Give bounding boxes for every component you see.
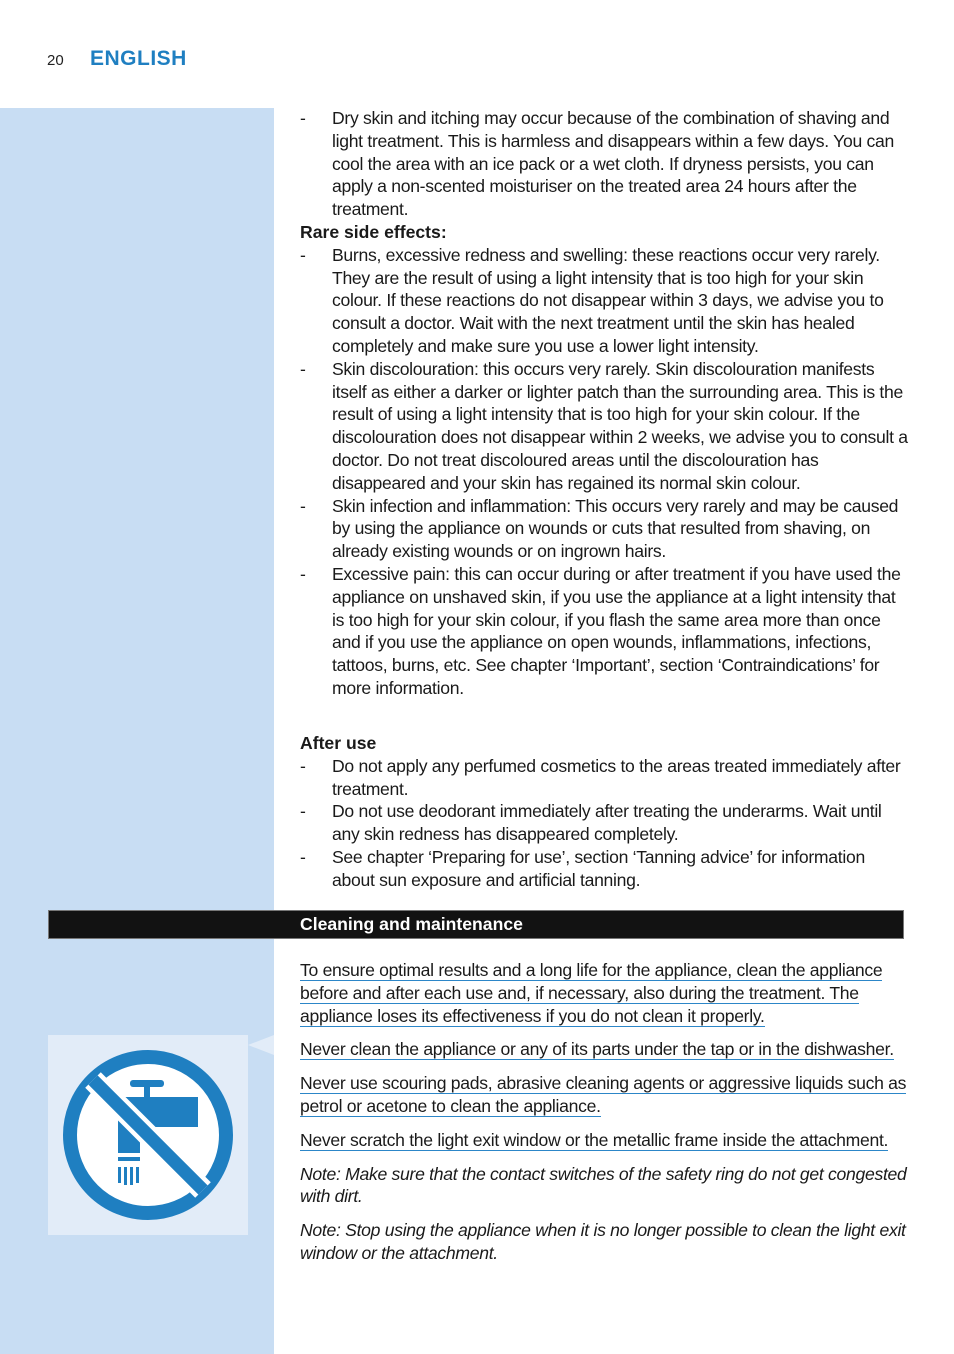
list-item-text: Dry skin and itching may occur because of the combination of shaving and light treatment. This is harmless and disappears within a few days. You can cool the area with an ice pack or a wet cloth. If dryness persists, you can apply a non-scented moisturiser on the treated area 24 hours after the treatment. [332, 108, 894, 220]
warning-text: Never clean the appliance or any of its parts under the tap or in the dishwasher. [300, 1039, 894, 1060]
list-item: - Do not use deodorant immediately after treating the underarms. Wait until any skin redness has disappeared completely. [300, 801, 882, 845]
note-paragraph: Note: Make sure that the contact switches of the safety ring do not get congested with dirt. [300, 1163, 907, 1207]
cleaning-section [300, 959, 910, 1276]
warning-text: To ensure optimal results and a long life for the appliance, clean the appliance before and after each use and, if necessary, also during the treatment. The appliance loses its effectiveness if you do not clean it properly. [300, 960, 883, 1026]
list-item-text: Skin infection and inflammation: This occurs very rarely and may be caused by using the appliance on wounds or cuts that resulted from shaving, on already existing wounds or on ingrown hairs. [332, 495, 899, 562]
language-label: ENGLISH [90, 47, 187, 70]
list-item: - Excessive pain: this can occur during or after treatment if you have used the appliance on unshaved skin, if you use the appliance at a light intensity that is too high for your skin colour, if you flash the same area more than once and if you use the appliance on open wounds, inflammations, infections, tattoos, burns, etc. See chapter ‘Important’, section ‘Contraindications’ for more information. [300, 563, 901, 698]
warning-paragraph [300, 1129, 910, 1152]
list-item: - See chapter ‘Preparing for use’, section ‘Tanning advice’ for information about sun exposure and artificial tanning. [300, 846, 865, 890]
rare-list [300, 244, 910, 700]
icon-box [48, 1035, 248, 1235]
note-paragraph: Note: Stop using the appliance when it is no longer possible to clean the light exit window or the attachment. [300, 1220, 906, 1263]
section-title-bar [48, 910, 904, 939]
list-item: - Do not apply any perfumed cosmetics to the areas treated immediately after treatment. [300, 755, 901, 799]
after-use-section [300, 732, 910, 892]
no-tap-water-icon [48, 1035, 248, 1235]
list-item-text: Skin discolouration: this occurs very rarely. Skin discolouration manifests itself as either a darker or lighter patch than the surrounding area. This is the result of using a light intensity that is too high for your skin colour. If the discolouration does not disappear within 2 weeks, we advise you to consult a doctor. Do not treat discoloured areas until the discolouration has disappeared and your skin has regained its normal skin colour. [332, 358, 908, 493]
page-number: 20 [47, 52, 64, 69]
list-item: - Skin infection and inflammation: This occurs very rarely and may be caused by using the appliance on wounds or cuts that resulted from shaving, on already existing wounds or on ingrown hairs. [300, 495, 899, 562]
list-item: - Skin discolouration: this occurs very rarely. Skin discolouration manifests itself as either a darker or lighter patch than the surrounding area. This is the result of using a light intensity that is too high for your skin colour. If the discolouration does not disappear within 2 weeks, we advise you to consult a doctor. Do not treat discoloured areas until the discolouration has disappeared and your skin has regained its normal skin colour. [300, 358, 908, 493]
warning-paragraph [300, 959, 910, 1027]
warning-paragraph [300, 1072, 910, 1118]
list-item-text: Excessive pain: this can occur during or after treatment if you have used the appliance on unshaved skin, if you use the appliance at a light intensity that is too high for your skin colour, if you flash the same area more than once and if you use the appliance on open wounds, inflammations, infections, tattoos, burns, etc. See chapter ‘Important’, section ‘Contraindications’ for more information. [332, 563, 901, 698]
list-item-text: Do not use deodorant immediately after treating the underarms. Wait until any skin redness has disappeared completely. [332, 801, 882, 845]
side-effects-section [300, 107, 910, 700]
list-item: - Burns, excessive redness and swelling: these reactions occur very rarely. They are the result of using a light intensity that is too high for your skin colour. If these reactions do not disappear within 3 days, we advise you to consult a doctor. Wait with the next treatment until the skin has healed completely and make sure you use a lower light intensity. [300, 244, 884, 356]
rare-side-effects-heading: Rare side effects: [300, 221, 447, 242]
list-item: - Dry skin and itching may occur because of the combination of shaving and light treatment. This is harmless and disappears within a few days. You can cool the area with an ice pack or a wet cloth. If dryness persists, you can apply a non-scented moisturiser on the treated area 24 hours after the treatment. [300, 108, 894, 220]
after-use-heading: After use [300, 733, 377, 753]
after-use-list [300, 755, 910, 892]
list-item-text: See chapter ‘Preparing for use’, section ‘Tanning advice’ for information about sun exposure and artificial tanning. [332, 846, 865, 890]
warning-text: Never scratch the light exit window or the metallic frame inside the attachment. [300, 1129, 889, 1150]
intro-list [300, 107, 910, 221]
warning-paragraph [300, 1038, 910, 1061]
warning-text: Never use scouring pads, abrasive cleaning agents or aggressive liquids such as petrol or acetone to clean the appliance. [300, 1073, 907, 1116]
icon-pointer [248, 1035, 274, 1055]
list-item-text: Burns, excessive redness and swelling: these reactions occur very rarely. They are the result of using a light intensity that is too high for your skin colour. If these reactions do not disappear within 3 days, we advise you to consult a doctor. Wait with the next treatment until the skin has healed completely and make sure you use a lower light intensity. [332, 244, 884, 356]
section-title: Cleaning and maintenance [300, 914, 523, 934]
list-item-text: Do not apply any perfumed cosmetics to the areas treated immediately after treatment. [332, 755, 901, 799]
